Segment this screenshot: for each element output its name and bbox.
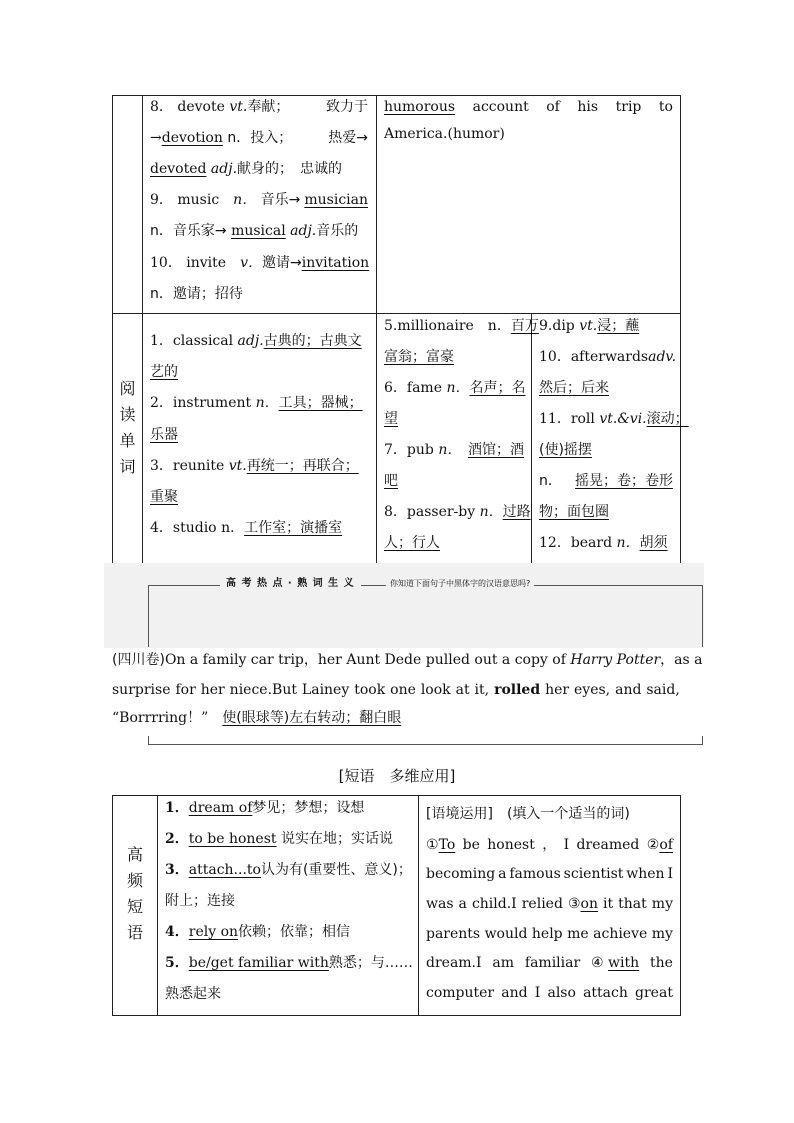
list-item: 1．dream of梦见；梦想；设想 bbox=[165, 800, 365, 816]
section-title-phrases: [短语 多维应用] bbox=[338, 767, 456, 785]
section-label-high-frequency-phrases: 高 频 短 语 bbox=[126, 845, 143, 942]
list-item-cont: 然后；后来 bbox=[539, 380, 609, 396]
exercise-line: dream.I am familiar ④ with the bbox=[426, 955, 673, 971]
table-border-left bbox=[112, 95, 113, 564]
hotspot-sentence-line: (四川卷)On a family car trip，her Aunt Dede pulled out a copy of Harry Potter，as a bbox=[112, 652, 703, 668]
bracket-bottom-left bbox=[148, 736, 149, 745]
list-item: devoted adj.献身的； 忠诚的 bbox=[150, 161, 343, 177]
table-col-divider bbox=[376, 95, 377, 564]
exercise-line: ①To be honest ， I dreamed ②of bbox=[426, 837, 673, 853]
list-item: 12．beard n．胡须 bbox=[539, 535, 668, 551]
list-item: n．邀请；招待 bbox=[150, 286, 243, 302]
bracket-bottom-line bbox=[148, 744, 703, 745]
hotspot-sentence-line: “Borrrring！” 使(眼球等)左右转动；翻白眼 bbox=[112, 710, 402, 726]
table-row-divider bbox=[112, 313, 681, 314]
exercise-line: parents would help me achieve my bbox=[426, 926, 673, 942]
list-item: 5.millionaire n． 百万 bbox=[384, 318, 539, 334]
list-item: 2．instrument n．工具；器械； bbox=[150, 395, 363, 411]
sentence-line: America.(humor) bbox=[384, 126, 505, 142]
list-item-cont: 人；行人 bbox=[384, 535, 440, 551]
list-item: 1．classical adj.古典的；古典文 bbox=[150, 333, 362, 349]
list-item-cont: 望 bbox=[384, 411, 398, 427]
exercise-line: computer and I also attach great bbox=[426, 985, 673, 1001]
list-item: 3．attach...to认为有(重要性、意义)； bbox=[165, 862, 412, 878]
list-item: 2．to be honest 说实在地；实话说 bbox=[165, 831, 393, 847]
list-item: 8．passer-by n． 过路 bbox=[384, 504, 531, 520]
exercise-title: [语境运用] (填入一个适当的词) bbox=[426, 806, 630, 822]
table-border-top bbox=[112, 95, 681, 96]
table-border-right bbox=[680, 95, 681, 564]
list-item: n． 摇晃；卷；卷形 bbox=[539, 473, 673, 489]
list-item: n．音乐家→ musical adj.音乐的 bbox=[150, 223, 359, 239]
list-item-cont: 熟悉起来 bbox=[165, 986, 221, 1002]
bracket-top-left bbox=[148, 585, 149, 647]
list-item-cont: 吧 bbox=[384, 473, 398, 489]
list-item: 10． invite v．邀请→ invitation bbox=[150, 255, 370, 271]
hotspot-sentence-line: surprise for her niece.But Lainey took one look at it, rolled her eyes, and said, bbox=[112, 682, 680, 698]
list-item-cont: 物；面包圈 bbox=[539, 504, 609, 520]
table-border-right bbox=[680, 795, 681, 1016]
bracket-bottom-right bbox=[702, 736, 703, 745]
exercise-line: was a child.I relied ③on it that my bbox=[426, 896, 673, 912]
answer-blank-3: on bbox=[580, 896, 598, 912]
sentence-line: humorous account of his trip to bbox=[384, 99, 673, 115]
list-item: →devotion n．投入； 热爱→ bbox=[150, 130, 368, 146]
list-item: 4．rely on依赖；依靠；相信 bbox=[165, 924, 351, 940]
list-item-cont: 艺的 bbox=[150, 364, 178, 380]
list-item: 10．afterwards adv. bbox=[539, 349, 677, 365]
answer-blank-1: To bbox=[438, 837, 456, 853]
section-label-reading-words: 阅 读 单 词 bbox=[119, 379, 136, 476]
answer-blank-2: of bbox=[659, 837, 673, 853]
list-item: 4．studio n．工作室；演播室 bbox=[150, 520, 343, 536]
bracket-top-right bbox=[702, 585, 703, 647]
list-item: 9.dip vt.浸；蘸 bbox=[539, 318, 640, 334]
list-item-cont: 富翁；富豪 bbox=[384, 349, 454, 365]
list-item: 6．fame n． 名声；名 bbox=[384, 380, 526, 396]
answer-blank-4: with bbox=[608, 955, 640, 971]
list-item-cont: 附上；连接 bbox=[165, 893, 235, 909]
hotspot-title: 高 考 热 点 · 熟 词 生 义 bbox=[220, 577, 361, 591]
table-col-divider-2 bbox=[531, 313, 532, 564]
list-item: 5．be/get familiar with熟悉；与…… bbox=[165, 955, 413, 971]
table-border-top bbox=[112, 795, 681, 796]
list-item-cont: (使)摇摆 bbox=[539, 442, 592, 458]
list-item: 3．reunite vt.再统一；再联合； bbox=[150, 458, 359, 474]
table-label-divider bbox=[142, 95, 143, 564]
list-item: 9． music n． 音乐→ musician bbox=[150, 192, 368, 208]
hotspot-subtitle: 你知道下面句子中黑体字的汉语意思吗? bbox=[386, 578, 534, 590]
list-item: 8． devote vt.奉献； 致力于 bbox=[150, 99, 368, 115]
table-border-bottom bbox=[112, 1015, 681, 1016]
table-col-divider bbox=[418, 795, 419, 1016]
exercise-line: becoming a famous scientist when I bbox=[426, 866, 673, 882]
list-item: 11．roll vt.&vi. 滚动； bbox=[539, 411, 689, 427]
hotspot-shading bbox=[104, 563, 704, 648]
answer-text: 使(眼球等)左右转动；翻白眼 bbox=[222, 710, 402, 726]
list-item-cont: 重聚 bbox=[150, 489, 178, 505]
list-item: 7．pub n． 酒馆；酒 bbox=[384, 442, 524, 458]
list-item-cont: 乐器 bbox=[150, 427, 178, 443]
